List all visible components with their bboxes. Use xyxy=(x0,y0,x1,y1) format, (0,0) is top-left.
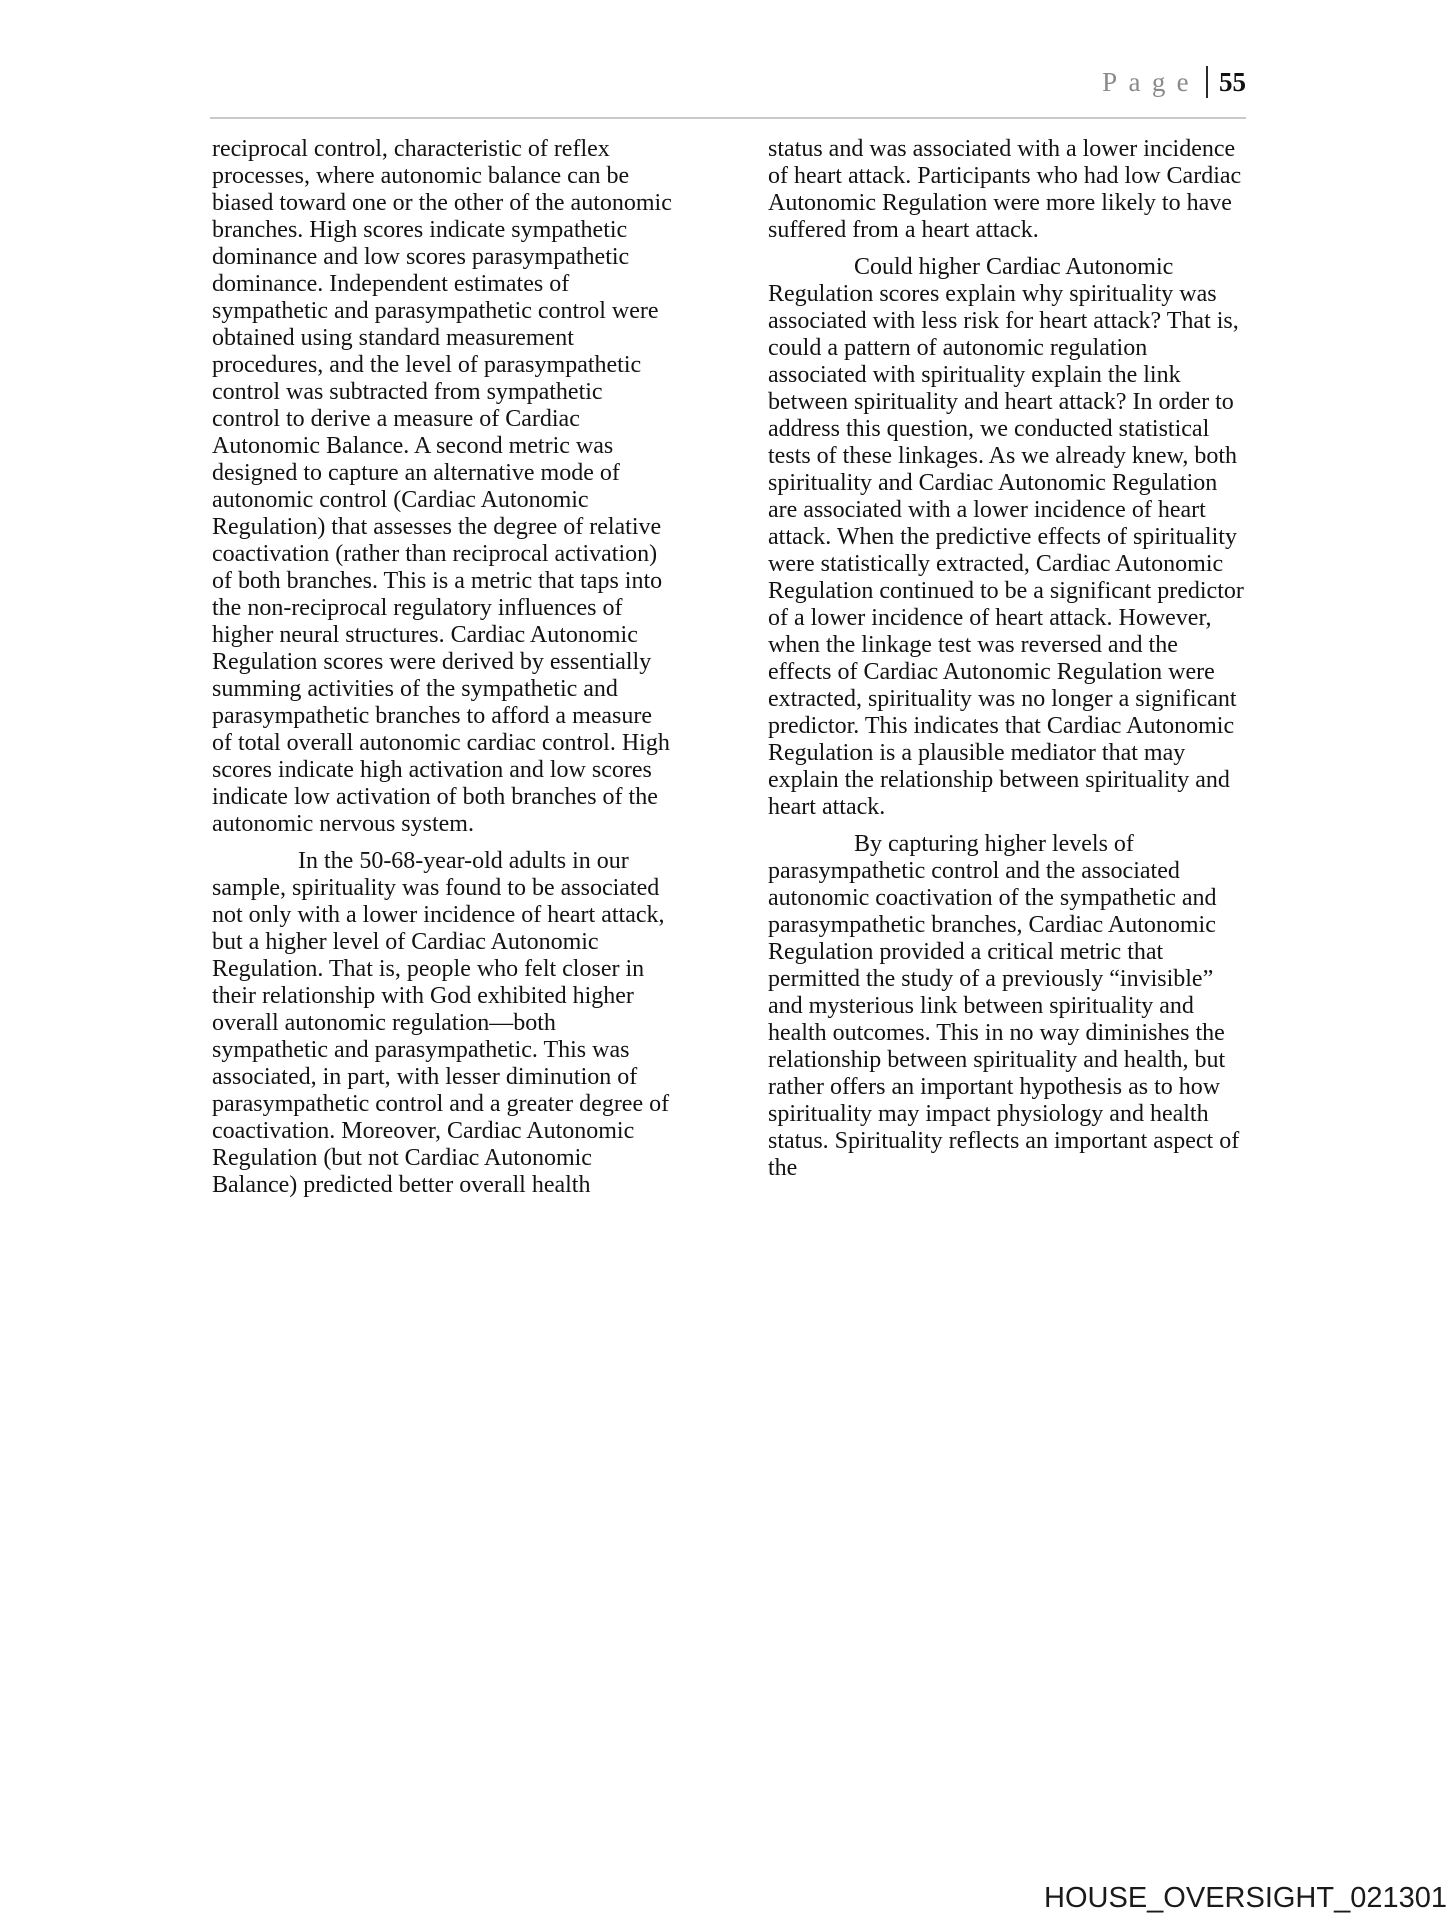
body-paragraph: reciprocal control, characteristic of reflex processes, where autonomic balance can be biased toward one or the other of the autonomic branches. High scores indicate sympathetic dominance and low scores parasympathetic dominance. Independent estimates of sympathetic and parasympathetic control were obtained using standard measurement procedures, and the level of parasympathetic control was subtracted from sympathetic control to derive a measure of Cardiac Autonomic Balance. A second metric was designed to capture an alternative mode of autonomic control (Cardiac Autonomic Regulation) that assesses the degree of relative coactivation (rather than reciprocal activation) of both branches. This is a metric that taps into the non-reciprocal regulatory influences of higher neural structures. Cardiac Autonomic Regulation scores were derived by essentially summing activities of the sympathetic and parasympathetic branches to afford a measure of total overall autonomic cardiac control. High scores indicate high activation and low scores indicate low activation of both branches of the autonomic nervous system. xyxy=(212,136,672,837)
bates-stamp: HOUSE_OVERSIGHT_021301 xyxy=(1044,1882,1447,1914)
two-column-body xyxy=(212,136,1244,1209)
page-header-word: Page xyxy=(1102,67,1200,97)
page-number: 55 xyxy=(1219,67,1246,97)
left-column xyxy=(212,136,672,1209)
right-column xyxy=(768,136,1244,1209)
header-divider-bar xyxy=(1206,66,1208,98)
body-paragraph: By capturing higher levels of parasympathetic control and the associated autonomic coactivation of the sympathetic and parasympathetic branches, Cardiac Autonomic Regulation provided a critical metric that permitted the study of a previously “invisible” and mysterious link between spirituality and health outcomes. This in no way diminishes the relationship between spirituality and health, but rather offers an important hypothesis as to how spirituality may impact physiology and health status. Spirituality reflects an important aspect of the xyxy=(768,831,1240,1181)
header-rule-line xyxy=(210,117,1246,119)
body-paragraph: Could higher Cardiac Autonomic Regulation scores explain why spirituality was associated with less risk for heart attack? That is, could a pattern of autonomic regulation associated with spirituality explain the link between spirituality and heart attack? In order to address this question, we conducted statistical tests of these linkages. As we already knew, both spirituality and Cardiac Autonomic Regulation are associated with a lower incidence of heart attack. When the predictive effects of spirituality were statistically extracted, Cardiac Autonomic Regulation continued to be a significant predictor of a lower incidence of heart attack. However, when the linkage test was reversed and the effects of Cardiac Autonomic Regulation were extracted, spirituality was no longer a significant predictor. This indicates that Cardiac Autonomic Regulation is a plausible mediator that may explain the relationship between spirituality and heart attack. xyxy=(768,254,1244,820)
body-paragraph: status and was associated with a lower incidence of heart attack. Participants who had low Cardiac Autonomic Regulation were more likely to have suffered from a heart attack. xyxy=(768,136,1242,243)
body-paragraph: In the 50-68-year-old adults in our sample, spirituality was found to be associated not only with a lower incidence of heart attack, but a higher level of Cardiac Autonomic Regulation. That is, people who felt closer in their relationship with God exhibited higher overall autonomic regulation—both sympathetic and parasympathetic. This was associated, in part, with lesser diminution of parasympathetic control and a greater degree of coactivation. Moreover, Cardiac Autonomic Regulation (but not Cardiac Autonomic Balance) predicted better overall health xyxy=(212,848,670,1198)
page-header xyxy=(210,66,1246,98)
